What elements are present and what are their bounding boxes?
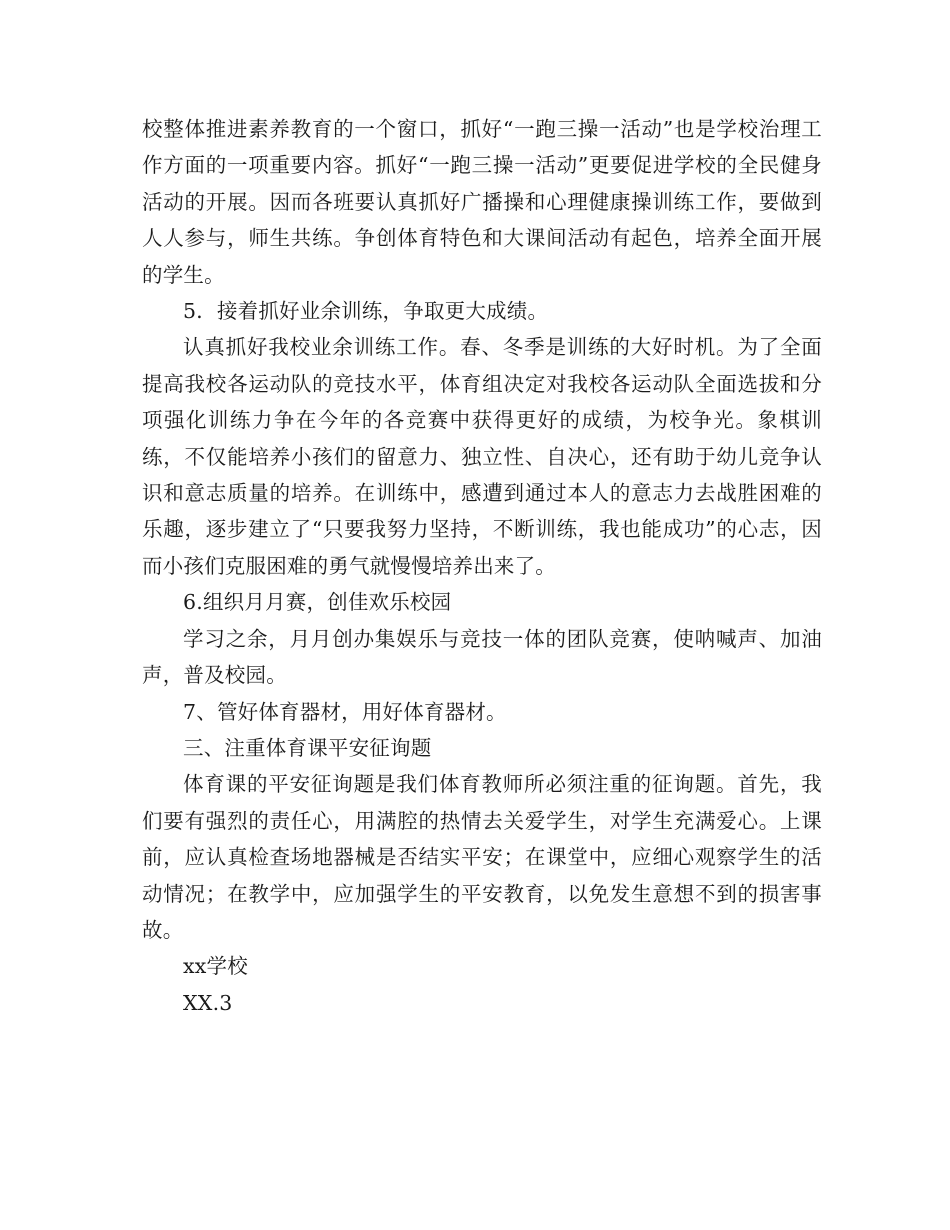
heading-item-5-amateur-training: 5．接着抓好业余训练，争取更大成绩。 — [183, 299, 549, 324]
document-body — [142, 111, 822, 1021]
heading-item-6-monthly-competition: 6.组织月月赛，创佳欢乐校园 — [183, 590, 452, 615]
paragraph-pe-safety: 体育课的平安征询题是我们体育教师所必须注重的征询题。首先，我们要有强烈的责任心，用满腔的热情去关爱学生，对学生充满爱心。上课前，应认真检查场地器械是否结实平安；在课堂中，应细心观察学生的活动情况；在教学中，应加强学生的平安教育，以免发生意想不到的损害事故。 — [142, 772, 822, 942]
paragraph-monthly-competition: 学习之余，月月创办集娱乐与竞技一体的团队竞赛，使呐喊声、加油声，普及校园。 — [142, 626, 822, 688]
heading-section-3-safety: 三、注重体育课平安征询题 — [183, 735, 432, 760]
heading-item-7-equipment: 7、管好体育器材，用好体育器材。 — [183, 699, 507, 724]
paragraph-amateur-training: 认真抓好我校业余训练工作。春、冬季是训练的大好时机。为了全面提高我校各运动队的竞技水平，体育组决定对我校各运动队全面选拔和分项强化训练力争在今年的各竞赛中获得更好的成绩，为校争光。象棋训练，不仅能培养小孩们的留意力、独立性、自决心，还有助于幼儿竞争认识和意志质量的培养。在训练中，感遭到通过本人的意志力去战胜困难的乐趣，逐步建立了“只要我努力坚持，不断训练，我也能成功”的心志，因而小孩们克服困难的勇气就慢慢培养出来了。 — [142, 335, 822, 578]
signature-school-name: xx学校 — [183, 954, 248, 979]
paragraph-school-sports-intro: 校整体推进素养教育的一个窗口，抓好“一跑三操一活动”也是学校治理工作方面的一项重要内容。抓好“一跑三操一活动”更要促进学校的全民健身活动的开展。因而各班要认真抓好广播操和心理健康操训练工作，要做到人人参与，师生共练。争创体育特色和大课间活动有起色，培养全面开展的学生。 — [142, 117, 822, 287]
signature-date: XX.3 — [183, 990, 233, 1015]
